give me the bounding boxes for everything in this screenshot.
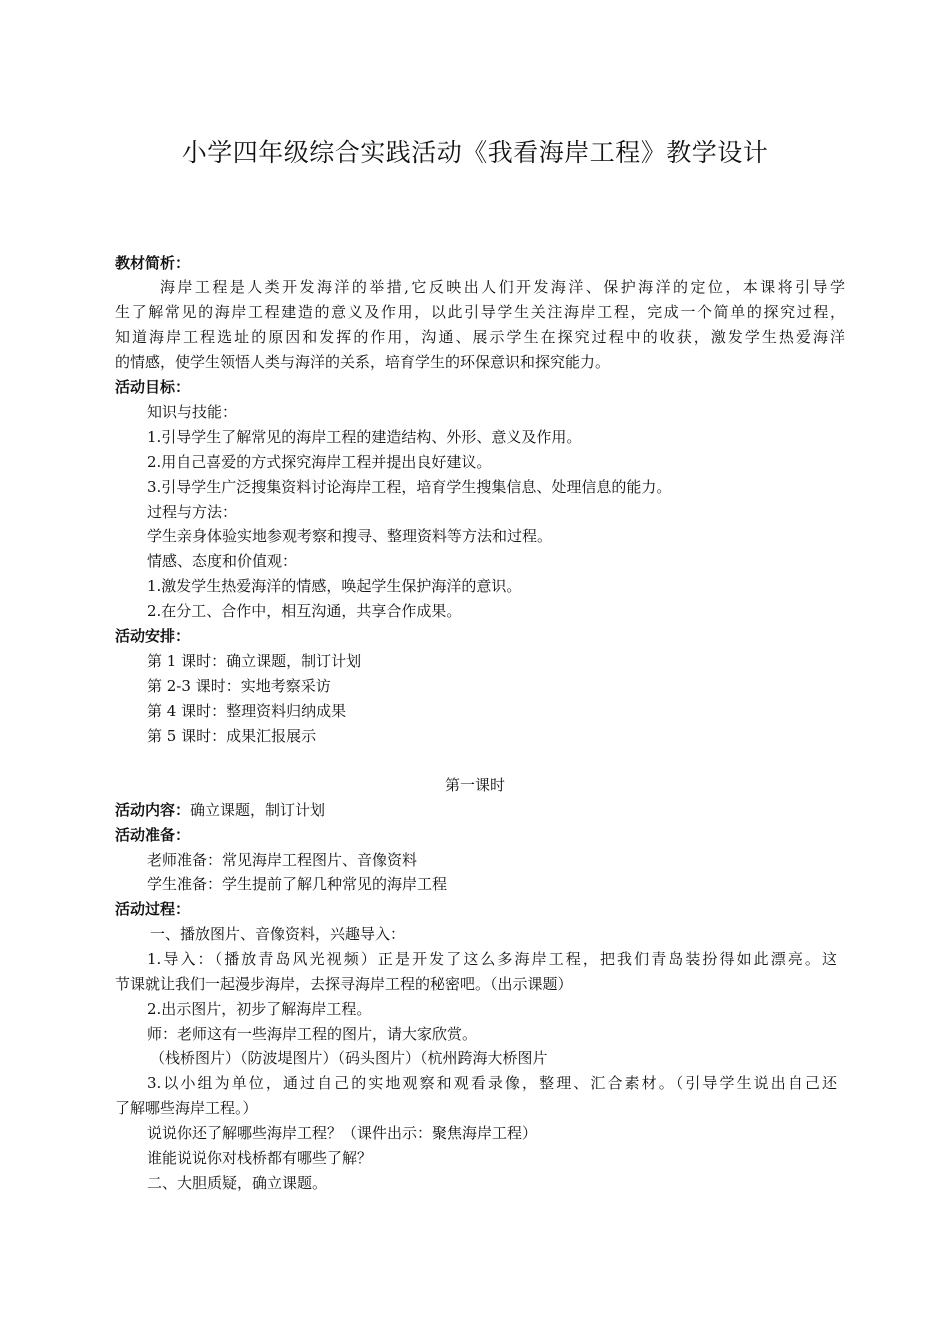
content-text: 确立课题，制订计划 (190, 801, 326, 819)
process-title: 过程与方法： (147, 503, 238, 521)
material-heading: 教材简析： (115, 254, 191, 272)
process-line: 师：老师这有一些海岸工程的图片，请大家欣赏。 (147, 1025, 478, 1043)
prep-item: 老师准备：常见海岸工程图片、音像资料 (147, 851, 418, 869)
content-row (115, 801, 845, 819)
document-title: 小学四年级综合实践活动《我看海岸工程》教学设计 (181, 138, 769, 167)
process-line: 二、大胆质疑，确立课题。 (147, 1174, 328, 1192)
process-line: （栈桥图片）（防波堤图片）（码头图片）（杭州跨海大桥图片 (150, 1049, 548, 1067)
emotion-title: 情感、态度和价值观： (147, 552, 298, 570)
process-heading: 活动过程： (115, 900, 191, 918)
process-text: 学生亲身体验实地参观考察和搜寻、整理资料等方法和过程。 (147, 527, 553, 545)
material-line: 知道海岸工程选址的原因和发挥的作用，沟通、展示学生在探究过程中的收获，激发学生热爱海洋 (115, 328, 845, 346)
lesson-title: 第一课时 (444, 776, 505, 794)
process-line: 1.导入：（播放青岛风光视频）正是开发了这么多海岸工程，把我们青岛装扮得如此漂亮。这 (147, 950, 837, 968)
schedule-item: 第 1 课时：确立课题，制订计划 (147, 652, 362, 670)
material-line: 海岸工程是人类开发海洋的举措,它反映出人们开发海洋、保护海洋的定位，本课将引导学 (160, 278, 845, 296)
process-line: 2.出示图片，初步了解海岸工程。 (147, 1000, 372, 1018)
schedule-item: 第 4 课时：整理资料归纳成果 (147, 702, 347, 720)
prep-heading: 活动准备： (115, 826, 191, 844)
knowledge-item: 1.引导学生了解常见的海岸工程的建造结构、外形、意义及作用。 (147, 428, 582, 446)
knowledge-item: 3.引导学生广泛搜集资料讨论海岸工程，培育学生搜集信息、处理信息的能力。 (147, 478, 672, 496)
knowledge-title: 知识与技能： (147, 403, 238, 421)
process-line: 谁能说说你对栈桥都有哪些了解？ (147, 1149, 373, 1167)
schedule-item: 第 5 课时：成果汇报展示 (147, 727, 317, 745)
process-line: 一、播放图片、音像资料，兴趣导入： (150, 925, 406, 943)
process-line: 节课就让我们一起漫步海岸，去探寻海岸工程的秘密吧。（出示课题） (115, 975, 573, 993)
knowledge-item: 2.用自己喜爱的方式探究海岸工程并提出良好建议。 (147, 453, 492, 471)
schedule-heading: 活动安排： (115, 627, 191, 645)
material-line: 的情感，使学生领悟人类与海洋的关系，培育学生的环保意识和探究能力。 (115, 353, 611, 371)
material-line: 生了解常见的海岸工程建造的意义及作用，以此引导学生关注海岸工程，完成一个简单的探究过程， (115, 303, 845, 321)
goals-heading: 活动目标： (115, 378, 191, 396)
prep-item: 学生准备：学生提前了解几种常见的海岸工程 (147, 875, 448, 893)
schedule-item: 第 2-3 课时：实地考察采访 (147, 677, 331, 695)
content-heading: 活动内容： (115, 801, 191, 819)
process-line: 说说你还了解哪些海岸工程？（课件出示：聚焦海岸工程） (147, 1124, 538, 1142)
emotion-item: 1.激发学生热爱海洋的情感，唤起学生保护海洋的意识。 (147, 577, 522, 595)
emotion-item: 2.在分工、合作中，相互沟通，共享合作成果。 (147, 602, 462, 620)
process-line: 3.以小组为单位，通过自己的实地观察和观看录像，整理、汇合素材。（引导学生说出自己还 (147, 1074, 837, 1092)
process-line: 了解哪些海岸工程。） (115, 1099, 258, 1117)
